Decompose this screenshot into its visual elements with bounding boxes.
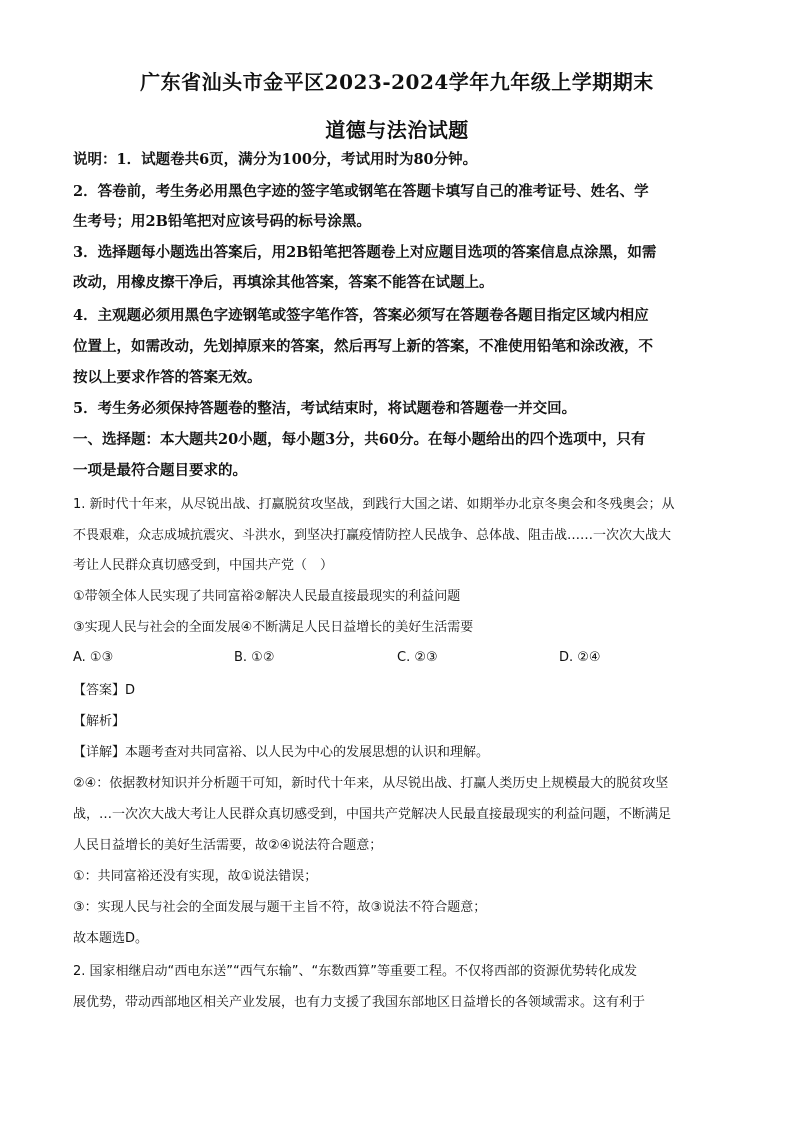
instruction-line: 5．考生务必须保持答题卷的整洁，考试结束时，将试题卷和答题卷一并交回。 [73, 400, 577, 417]
detail-line: 故本题选D。 [73, 931, 149, 946]
option-c: C. ②③ [397, 650, 438, 665]
instruction-line: 改动，用橡皮擦干净后，再填涂其他答案，答案不能答在试题上。 [73, 274, 494, 291]
detail-line: 战，…一次次大战大考让人民群众真切感受到，中国共产党解决人民最直接最现实的利益问题，不断满足 [73, 807, 672, 822]
detail-line: ①：共同富裕还没有实现，故①说法错误； [73, 869, 318, 884]
instruction-line: 按以上要求作答的答案无效。 [73, 369, 262, 386]
answer-label: 【答案】D [73, 683, 136, 698]
question-1-stem: 1. 新时代十年来，从尽锐出战、打赢脱贫攻坚战，到践行大国之诺、如期举办北京冬奥会和冬残奥会；从 [73, 497, 675, 512]
exam-title: 广东省汕头市金平区2023-2024学年九年级上学期期末 [140, 70, 654, 94]
section-heading: 一、选择题：本大题共20小题，每小题3分，共60分。在每小题给出的四个选项中，只有 [73, 431, 646, 448]
question-1-stem: 考让人民群众真切感受到，中国共产党（ ） [73, 558, 334, 573]
question-1-statement: ③实现人民与社会的全面发展④不断满足人民日益增长的美好生活需要 [73, 620, 474, 635]
question-1-statement: ①带领全体人民实现了共同富裕②解决人民最直接最现实的利益问题 [73, 589, 461, 604]
detail-line: ②④：依据教材知识并分析题干可知，新时代十年来，从尽锐出战、打赢人类历史上规模最大的脱贫攻坚 [73, 776, 669, 791]
option-a: A. ①③ [73, 650, 114, 665]
instruction-line: 3．选择题每小题选出答案后，用2B铅笔把答题卷上对应题目选项的答案信息点涂黑，如需 [73, 244, 657, 261]
detail-line: ③：实现人民与社会的全面发展与题干主旨不符，故③说法不符合题意； [73, 900, 487, 915]
question-1-options [73, 650, 723, 670]
option-d: D. ②④ [559, 650, 601, 665]
question-2-stem: 2. 国家相继启动“西电东送”“西气东输”、“东数西算”等重要工程。不仅将西部的资源优势转化成发 [73, 964, 637, 979]
option-b: B. ①② [234, 650, 275, 665]
question-2-stem: 展优势，带动西部地区相关产业发展，也有力支援了我国东部地区日益增长的各领域需求。这有利于 [73, 995, 646, 1010]
analysis-label: 【解析】 [73, 714, 126, 729]
instruction-line: 位置上，如需改动，先划掉原来的答案，然后再写上新的答案，不准使用铅笔和涂改液，不 [73, 338, 653, 355]
instruction-line: 4．主观题必须用黑色字迹钢笔或签字笔作答，答案必须写在答题卷各题目指定区域内相应 [73, 307, 649, 324]
detail-line: 【详解】本题考查对共同富裕、以人民为中心的发展思想的认识和理解。 [73, 745, 490, 760]
exam-subtitle: 道德与法治试题 [325, 118, 469, 142]
instruction-line: 说明：1．试题卷共6页，满分为100分，考试用时为80分钟。 [73, 151, 478, 168]
detail-line: 人民日益增长的美好生活需要，故②④说法符合题意； [73, 838, 383, 853]
question-1-stem: 不畏艰难，众志成城抗震灾、斗洪水，到坚决打赢疫情防控人民战争、总体战、阻击战……一次次大战大 [73, 528, 672, 543]
instruction-line: 生考号；用2B铅笔把对应该号码的标号涂黑。 [73, 213, 371, 230]
instruction-line: 2．答卷前，考生务必用黑色字迹的签字笔或钢笔在答题卡填写自己的准考证号、姓名、学 [73, 183, 649, 200]
section-heading: 一项是最符合题目要求的。 [73, 462, 247, 479]
